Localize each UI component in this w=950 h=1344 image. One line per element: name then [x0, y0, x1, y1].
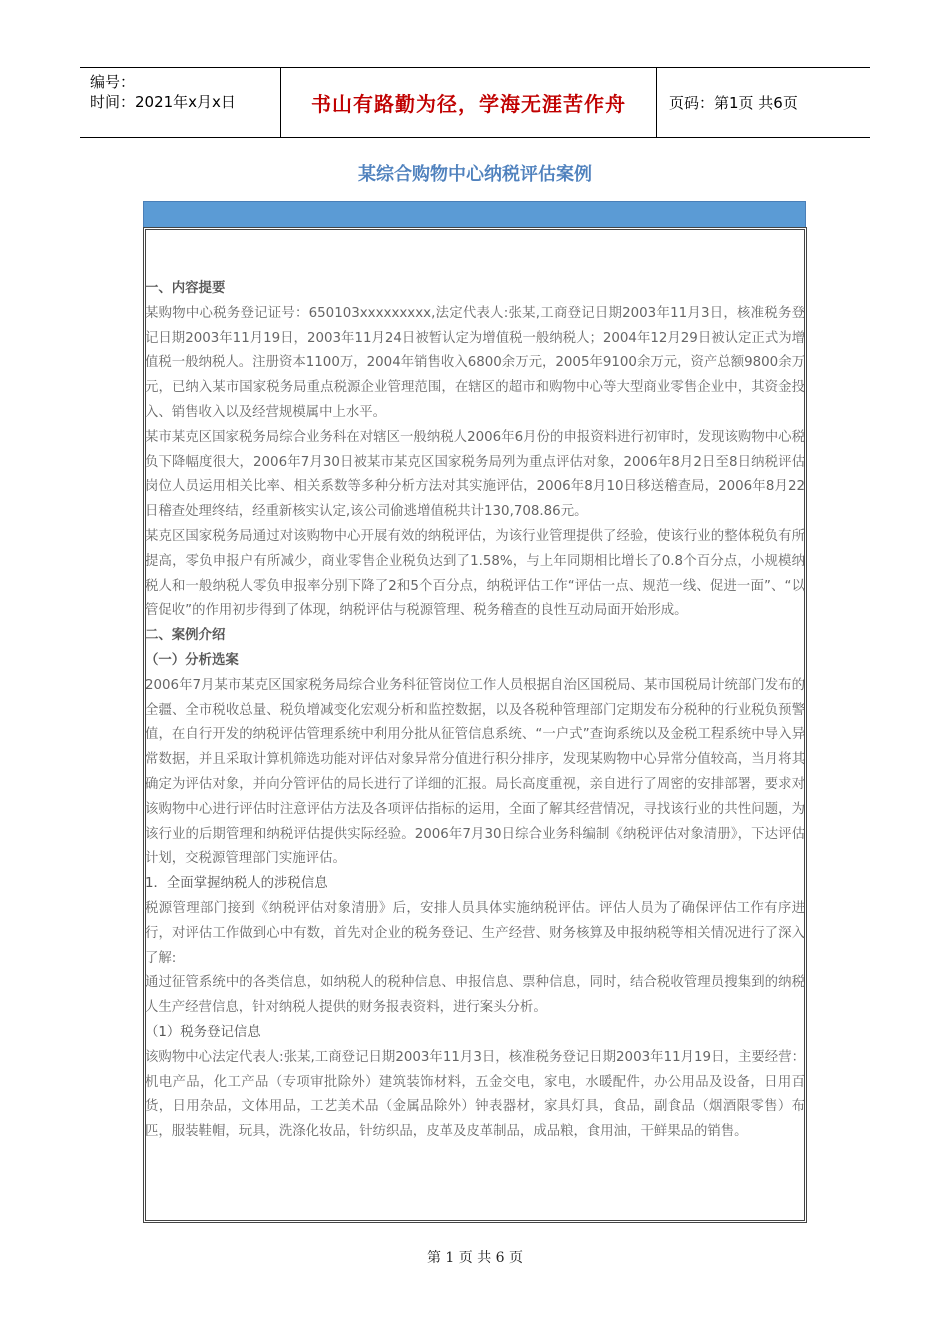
paragraph-4: 2006年7月某市某克区国家税务局综合业务科征管岗位工作人员根据自治区国税局、某市国税局计统部门发布的全疆、全市税收总量、税负增减变化宏观分析和监控数据，以及各税种管理部门定期发布分税种的行业税负预警值，在自行开发的纳税评估管理系统中利用分批从征管信息系统、“一户式”查询系统以及金税工程系统中导入异常数据，并且采取计算机筛选功能对评估对象异常分值进行积分排序，发现某购物中心异常分值较高，当月将其确定为评估对象，并向分管评估的局长进行了详细的汇报。局长高度重视，亲自进行了周密的安排部署，要求对该购物中心进行评估时注意评估方法及各项评估指标的运用，全面了解其经营情况，寻找该行业的共性问题，为该行业的后期管理和纳税评估提供实际经验。2006年7月30日综合业务科编制《纳税评估对象清册》，下达评估计划，交税源管理部门实施评估。 — [145, 677, 805, 867]
section-heading-1: 一、内容提要 — [145, 281, 226, 296]
document-title: 某综合购物中心纳税评估案例 — [358, 164, 592, 185]
item-1a-heading: （1）税务登记信息 — [145, 1024, 261, 1040]
page-footer: 第 1 页 共 6 页 — [426, 1250, 524, 1266]
document-body — [145, 277, 805, 1145]
paragraph-1: 某购物中心税务登记证号：650103xxxxxxxxx,法定代表人:张某,工商登记日期2003年11月3日，核准税务登记日期2003年11月19日，2003年11月24日被暂认定为增值税一般纳税人；2004年12月29日被认定正式为增值税一般纳税人。注册资本1100万，2004年销售收入6800余万元，2005年9100余万元，资产总额9800余万元，已纳入某市国家税务局重点税源企业管理范围，在辖区的超市和购物中心等大型商业零售企业中，其资金投入、销售收入以及经营规模属中上水平。 — [145, 305, 805, 420]
section-heading-2: 二、案例介绍 — [145, 628, 226, 644]
header-table — [80, 67, 870, 138]
paragraph-3: 某克区国家税务局通过对该购物中心开展有效的纳税评估，为该行业管理提供了经验，使该行业的整体税负有所提高，零负申报户有所减少，商业零售企业税负达到了1.58%，与上年同期相比增长了0.8个百分点，小规模纳税人和一般纳税人零负申报率分别下降了2和5个百分点，纳税评估工作“评估一点、规范一线、促进一面”、“以管促收”的作用初步得到了体现，纳税评估与税源管理、税务稽查的良性互动局面开始形成。 — [145, 528, 805, 619]
paragraph-5: 税源管理部门接到《纳税评估对象清册》后，安排人员具体实施纳税评估。评估人员为了确保评估工作有序进行，对评估工作做到心中有数，首先对企业的税务登记、生产经营、财务核算及申报纳税等相关情况进行了深入了解: — [145, 900, 805, 966]
time-label: 时间：2021年x月x日 — [90, 93, 236, 111]
page-label: 页码：第1页 共6页 — [669, 94, 798, 112]
motto: 书山有路勤为径，学海无涯苦作舟 — [280, 68, 657, 137]
subsection-heading-1: （一）分析选案 — [145, 652, 239, 668]
item-1-heading: 1．全面掌握纳税人的涉税信息 — [145, 876, 328, 892]
serial-label: 编号： — [90, 73, 136, 91]
paragraph-2: 某市某克区国家税务局综合业务科在对辖区一般纳税人2006年6月份的申报资料进行初审时，发现该购物中心税负下降幅度很大，2006年7月30日被某市某克区国家税务局列为重点评估对象，2006年8月2日至8日纳税评估岗位人员运用相关比率、相关系数等多种分析方法对其实施评估，2006年8月10日移送稽查局，2006年8月22日稽查处理终结，经重新核实认定,该公司偷逃增值税共计130,708.86元。 — [145, 429, 805, 520]
paragraph-6: 通过征管系统中的各类信息，如纳税人的税种信息、申报信息、票种信息，同时，结合税收管理员搜集到的纳税人生产经营信息，针对纳税人提供的财务报表资料，进行案头分析。 — [145, 975, 805, 1016]
title-bar — [143, 201, 806, 228]
header-left-cell — [80, 68, 280, 137]
paragraph-7: 该购物中心法定代表人:张某,工商登记日期2003年11月3日，核准税务登记日期2003年11月19日，主要经营：机电产品，化工产品（专项审批除外）建筑装饰材料，五金交电，家电，水暖配件，办公用品及设备，日用百货，日用杂品，文体用品，工艺美术品（金属品除外）钟表器材，家具灯具，食品，副食品（烟酒限零售）布匹，服装鞋帽，玩具，洗涤化妆品，针纺织品，皮革及皮革制品，成品粮，食用油，干鲜果品的销售。 — [145, 1049, 805, 1140]
